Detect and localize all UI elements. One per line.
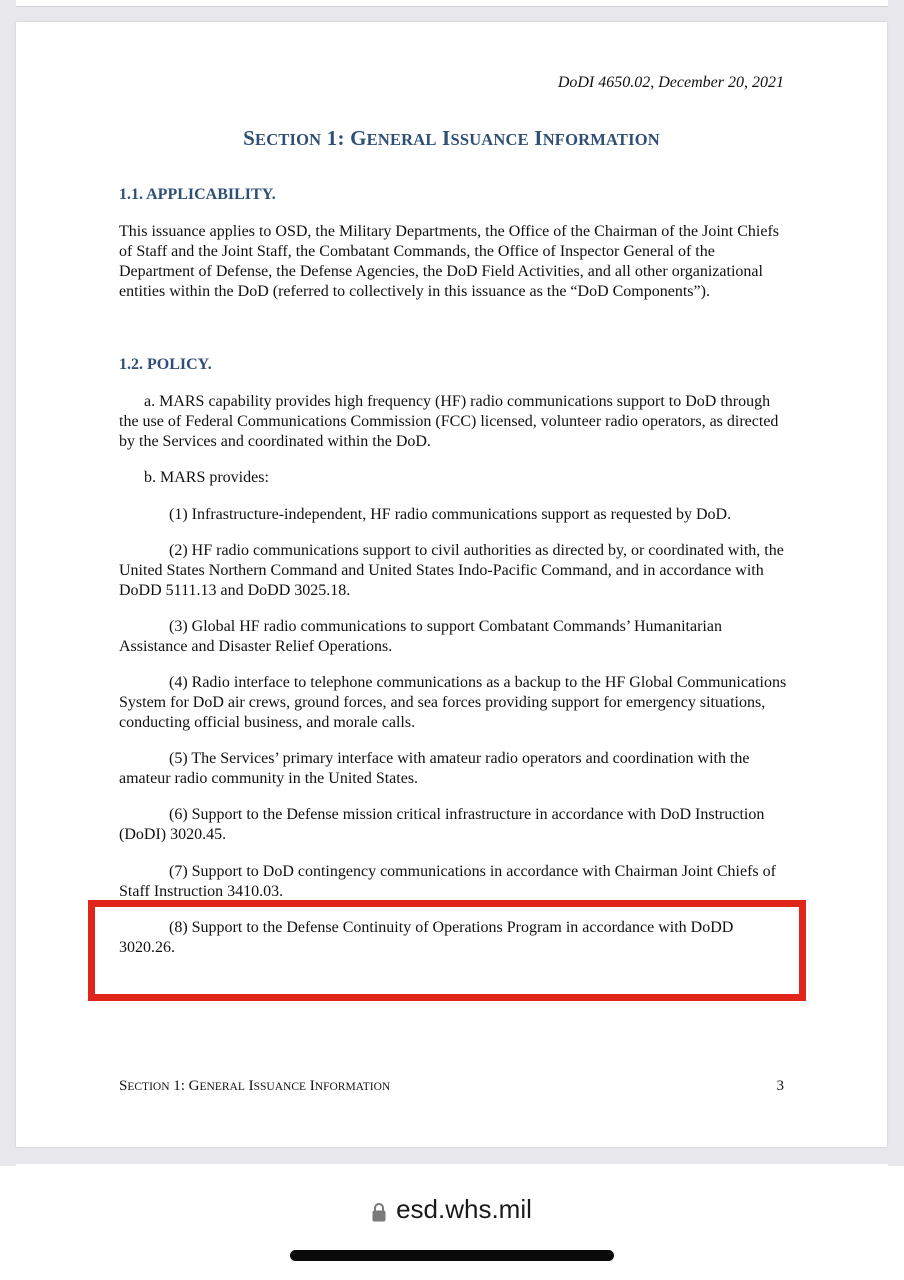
policy-item-7: (7) Support to DoD contingency communications in accordance with Chairman Joint Chiefs of Staff Instruction 3410.03. xyxy=(119,863,776,900)
policy-item-8: (8) Support to the Defense Continuity of Operations Program in accordance with DoDD 3020.26. xyxy=(119,919,734,956)
policy-paragraph-b: b. MARS provides: xyxy=(144,469,269,486)
policy-item-4: (4) Radio interface to telephone communications as a backup to the HF Global Communications System for DoD air crews, ground forces, and sea forces providing support for emergency situations, conducting official business, and morale calls. xyxy=(119,674,787,731)
policy-item-2: (2) HF radio communications support to civil authorities as directed by, or coordinated with, the United States Northern Command and United States Indo-Pacific Command, and in accordance with DoDD 5111.13 and DoDD 3025.18. xyxy=(119,542,784,599)
browser-bottom-bar xyxy=(0,1166,904,1280)
policy-paragraph-a: a. MARS capability provides high frequency (HF) radio communications support to DoD through the use of Federal Communications Commission (FCC) licensed, volunteer radio operators, as directed by the Services and coordinated within the DoD. xyxy=(119,393,779,450)
section-title: SECTION 1: GENERAL ISSUANCE INFORMATION xyxy=(243,126,660,150)
policy-heading: 1.2. POLICY. xyxy=(119,356,212,373)
address-bar[interactable] xyxy=(0,1194,904,1225)
applicability-paragraph: This issuance applies to OSD, the Military Departments, the Office of the Chairman of the Joint Chiefs of Staff and the Joint Staff, the Combatant Commands, the Office of Inspector General of the Department of Defense, the Defense Agencies, the DoD Field Activities, and all other organizational entities within the DoD (referred to collectively in this issuance as the “DoD Components”). xyxy=(119,223,780,300)
page-footer-title: SECTION 1: GENERAL ISSUANCE INFORMATION xyxy=(119,1078,391,1094)
policy-item-6: (6) Support to the Defense mission critical infrastructure in accordance with DoD Instruction (DoDI) 3020.45. xyxy=(119,806,765,843)
applicability-heading: 1.1. APPLICABILITY. xyxy=(119,186,276,203)
url-text[interactable]: esd.whs.mil xyxy=(396,1194,532,1224)
lock-icon xyxy=(372,1198,386,1218)
policy-item-5: (5) The Services’ primary interface with amateur radio operators and coordination with the amateur radio community in the United States. xyxy=(119,750,750,787)
running-header: DoDI 4650.02, December 20, 2021 xyxy=(557,74,784,91)
policy-item-3: (3) Global HF radio communications to support Combatant Commands’ Humanitarian Assistance and Disaster Relief Operations. xyxy=(119,618,722,655)
home-indicator[interactable] xyxy=(290,1250,614,1261)
page-number: 3 xyxy=(776,1078,784,1094)
highlight-annotation-box xyxy=(88,900,806,1001)
previous-page-edge xyxy=(16,0,888,7)
policy-item-1: (1) Infrastructure-independent, HF radio communications support as requested by DoD. xyxy=(169,506,732,523)
